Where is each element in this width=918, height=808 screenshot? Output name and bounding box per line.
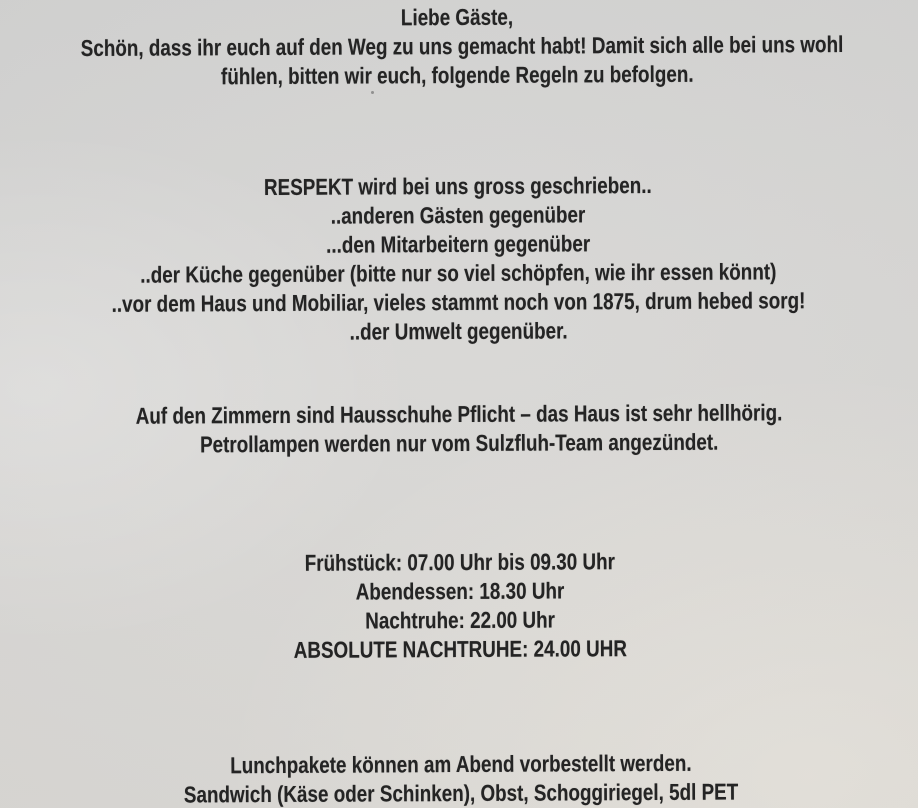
house-rules-section xyxy=(83,398,836,460)
respect-item: ..anderen Gästen gegenüber xyxy=(330,201,586,229)
respect-item: ...den Mitarbeitern gegenüber xyxy=(326,230,591,258)
respect-item: ..der Küche gegenüber (bitte nur so viel schöpfen, wie ihr essen könnt) xyxy=(140,258,777,288)
intro-line-1: Schön, dass ihr euch auf den Weg zu uns gemacht habt! Damit sich alle bei uns wohl xyxy=(80,30,844,61)
respect-section xyxy=(81,170,835,348)
quiet-hours-line: Nachtruhe: 22.00 Uhr xyxy=(365,606,556,634)
dinner-time-line: Abendessen: 18.30 Uhr xyxy=(355,577,565,605)
page-title: Liebe Gäste, xyxy=(400,3,514,31)
paper-speck xyxy=(371,91,374,94)
greeting-section xyxy=(80,1,844,92)
lunch-section xyxy=(84,748,837,808)
petrol-lamps-rule-line: Petrollampen werden nur vom Sulzfluh-Team angezündet. xyxy=(199,428,719,458)
lunch-order-line: Lunchpakete können am Abend vorbestellt werden. xyxy=(230,749,692,779)
intro-line-2: fühlen, bitten wir euch, folgende Regeln zu befolgen. xyxy=(220,60,694,90)
lunch-contents-line: Sandwich (Käse oder Schinken), Obst, Schoggiriegel, 5dl PET xyxy=(183,778,739,808)
respect-item: ..der Umwelt gegenüber. xyxy=(349,317,568,345)
respect-heading: RESPEKT wird bei uns gross geschrieben.. xyxy=(263,171,652,201)
slippers-rule-line: Auf den Zimmern sind Hausschuhe Pflicht – das Haus ist sehr hellhörig. xyxy=(135,399,783,429)
absolute-quiet-line: ABSOLUTE NACHTRUHE: 24.00 UHR xyxy=(293,635,627,663)
breakfast-time-line: Frühstück: 07.00 Uhr bis 09.30 Uhr xyxy=(304,548,616,576)
respect-item: ..vor dem Haus und Mobiliar, vieles stammt noch von 1875, drum hebed sorg! xyxy=(111,287,806,317)
schedule-section xyxy=(83,546,836,666)
